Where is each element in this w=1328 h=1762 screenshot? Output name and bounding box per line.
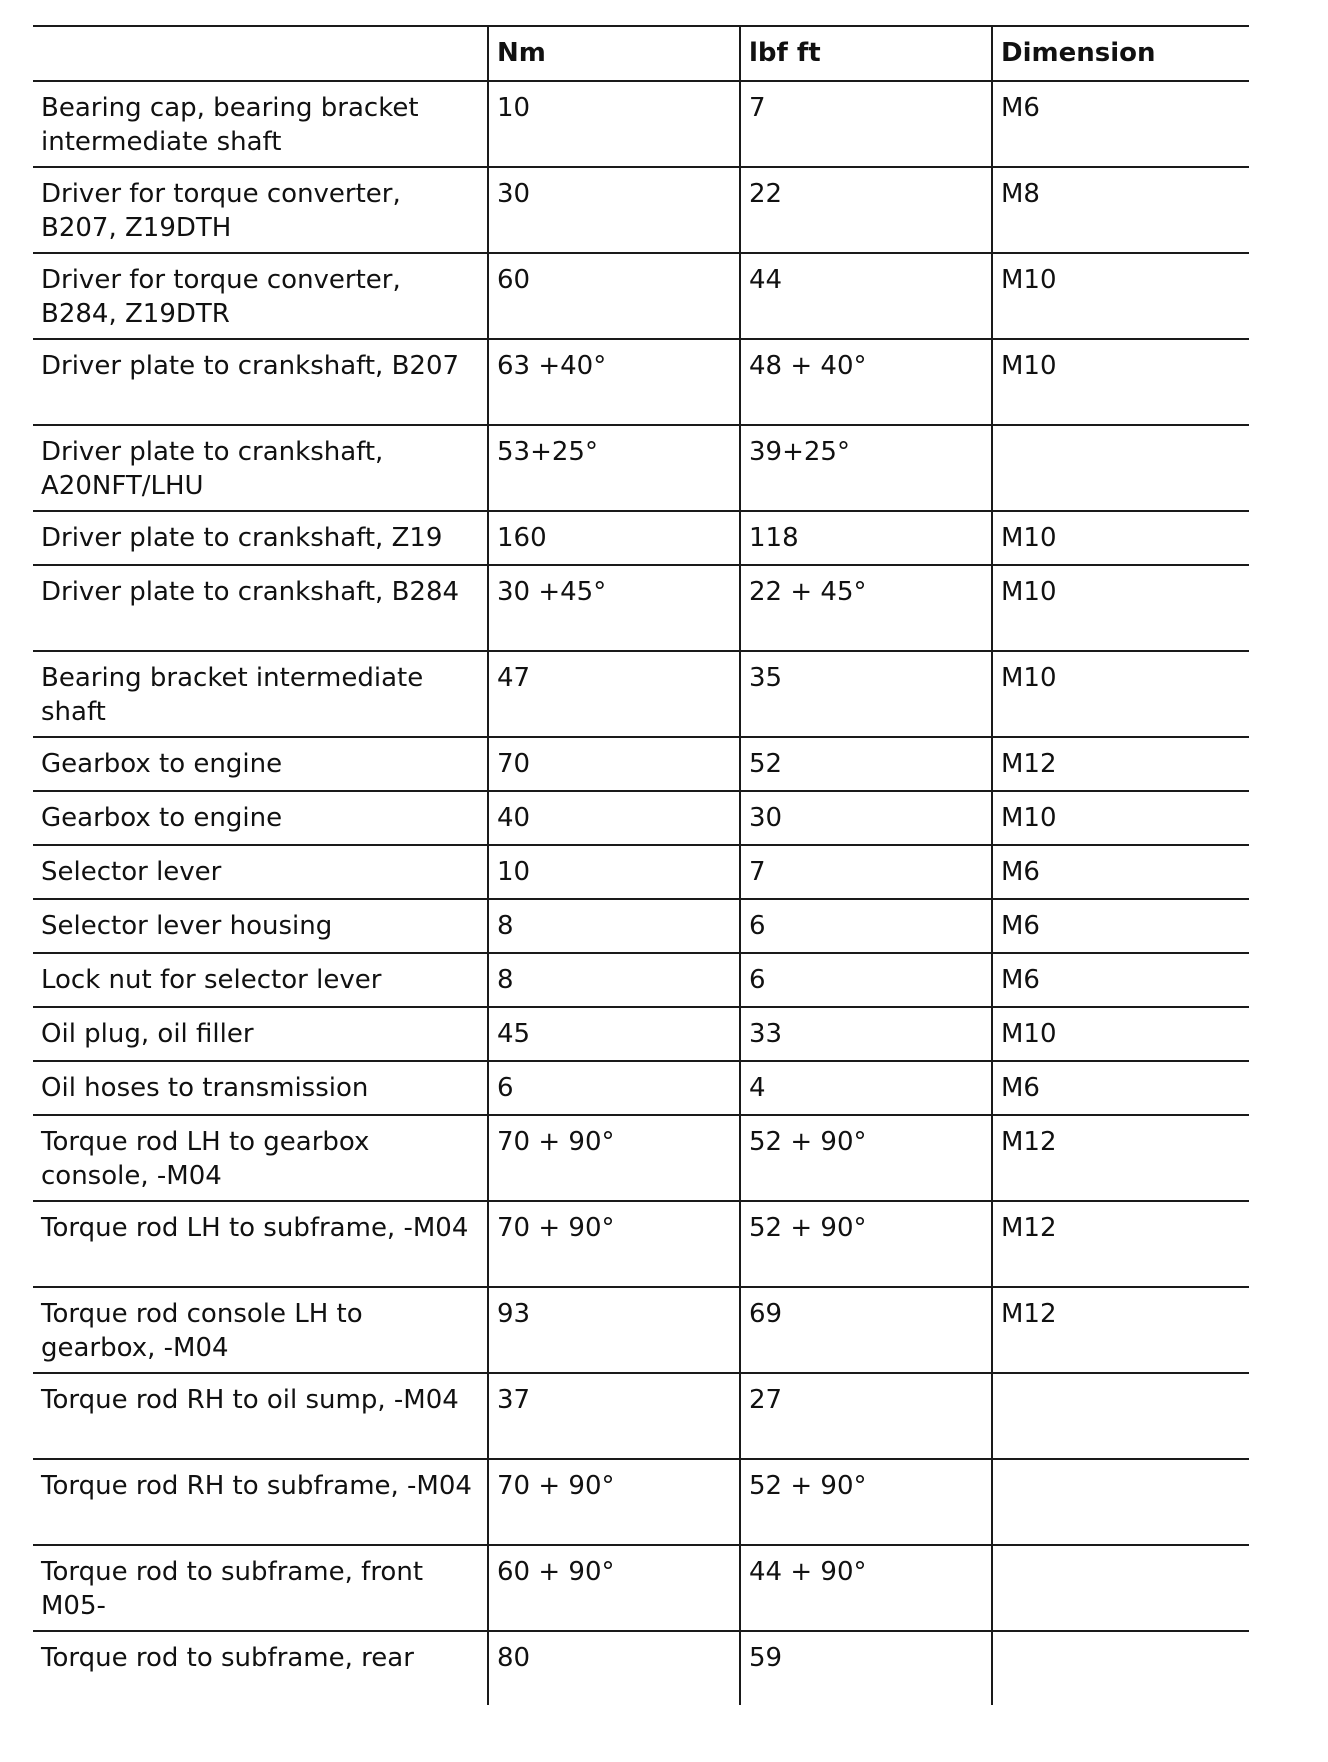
nm-cell: 70 + 90° [488,1115,740,1201]
dimension-cell: M6 [992,953,1249,1007]
lbf-ft-cell: 35 [740,651,992,737]
dimension-cell: M12 [992,1115,1249,1201]
table-row [33,1061,1249,1115]
component-cell: Torque rod to subframe, front M05- [33,1545,488,1631]
nm-cell: 6 [488,1061,740,1115]
table-row [33,511,1249,565]
header-nm: Nm [488,26,740,81]
nm-cell: 10 [488,81,740,167]
header-component [33,26,488,81]
dimension-cell [992,1373,1249,1459]
dimension-cell: M8 [992,167,1249,253]
dimension-cell: M10 [992,791,1249,845]
component-cell: Torque rod LH to subframe, -M04 [33,1201,488,1287]
header-lbf-ft: lbf ft [740,26,992,81]
component-cell: Selector lever [33,845,488,899]
nm-cell: 53+25° [488,425,740,511]
lbf-ft-cell: 48 + 40° [740,339,992,425]
dimension-cell: M6 [992,899,1249,953]
nm-cell: 8 [488,953,740,1007]
table-body [33,81,1249,1705]
nm-cell: 60 [488,253,740,339]
dimension-cell [992,1545,1249,1631]
nm-cell: 40 [488,791,740,845]
table-row [33,253,1249,339]
nm-cell: 93 [488,1287,740,1373]
dimension-cell: M6 [992,845,1249,899]
table-row [33,1459,1249,1545]
lbf-ft-cell: 118 [740,511,992,565]
table-row [33,81,1249,167]
nm-cell: 30 [488,167,740,253]
component-cell: Driver for torque converter, B284, Z19DTR [33,253,488,339]
nm-cell: 70 [488,737,740,791]
dimension-cell [992,1459,1249,1545]
lbf-ft-cell: 27 [740,1373,992,1459]
component-cell: Gearbox to engine [33,737,488,791]
lbf-ft-cell: 6 [740,953,992,1007]
component-cell: Bearing bracket intermediate shaft [33,651,488,737]
component-cell: Gearbox to engine [33,791,488,845]
nm-cell: 30 +45° [488,565,740,651]
nm-cell: 70 + 90° [488,1201,740,1287]
component-cell: Driver plate to crankshaft, A20NFT/LHU [33,425,488,511]
dimension-cell: M10 [992,511,1249,565]
table-row [33,565,1249,651]
lbf-ft-cell: 22 + 45° [740,565,992,651]
component-cell: Torque rod LH to gearbox console, -M04 [33,1115,488,1201]
table-row [33,791,1249,845]
table-row [33,1201,1249,1287]
table-row [33,1373,1249,1459]
component-cell: Driver plate to crankshaft, Z19 [33,511,488,565]
nm-cell: 160 [488,511,740,565]
nm-cell: 8 [488,899,740,953]
component-cell: Driver plate to crankshaft, B207 [33,339,488,425]
component-cell: Torque rod RH to oil sump, -M04 [33,1373,488,1459]
table-row [33,845,1249,899]
nm-cell: 70 + 90° [488,1459,740,1545]
lbf-ft-cell: 7 [740,81,992,167]
lbf-ft-cell: 52 + 90° [740,1201,992,1287]
table-row [33,425,1249,511]
table-row [33,953,1249,1007]
lbf-ft-cell: 59 [740,1631,992,1705]
lbf-ft-cell: 52 + 90° [740,1459,992,1545]
component-cell: Selector lever housing [33,899,488,953]
lbf-ft-cell: 7 [740,845,992,899]
nm-cell: 45 [488,1007,740,1061]
table-row [33,1287,1249,1373]
nm-cell: 47 [488,651,740,737]
lbf-ft-cell: 33 [740,1007,992,1061]
table-row [33,737,1249,791]
nm-cell: 63 +40° [488,339,740,425]
lbf-ft-cell: 30 [740,791,992,845]
table-row [33,167,1249,253]
dimension-cell: M6 [992,1061,1249,1115]
lbf-ft-cell: 22 [740,167,992,253]
dimension-cell: M10 [992,1007,1249,1061]
nm-cell: 10 [488,845,740,899]
dimension-cell: M6 [992,81,1249,167]
table-row [33,1115,1249,1201]
lbf-ft-cell: 52 [740,737,992,791]
component-cell: Driver for torque converter, B207, Z19DTH [33,167,488,253]
lbf-ft-cell: 4 [740,1061,992,1115]
lbf-ft-cell: 44 [740,253,992,339]
header-row [33,26,1249,81]
table-header [33,26,1249,81]
dimension-cell: M10 [992,565,1249,651]
dimension-cell: M10 [992,253,1249,339]
dimension-cell: M10 [992,651,1249,737]
table-row [33,651,1249,737]
component-cell: Torque rod RH to subframe, -M04 [33,1459,488,1545]
lbf-ft-cell: 69 [740,1287,992,1373]
lbf-ft-cell: 39+25° [740,425,992,511]
component-cell: Torque rod console LH to gearbox, -M04 [33,1287,488,1373]
nm-cell: 60 + 90° [488,1545,740,1631]
component-cell: Oil hoses to transmission [33,1061,488,1115]
component-cell: Torque rod to subframe, rear [33,1631,488,1705]
nm-cell: 37 [488,1373,740,1459]
dimension-cell: M10 [992,339,1249,425]
nm-cell: 80 [488,1631,740,1705]
component-cell: Oil plug, oil filler [33,1007,488,1061]
table-row [33,1545,1249,1631]
dimension-cell [992,425,1249,511]
lbf-ft-cell: 6 [740,899,992,953]
table-row [33,1007,1249,1061]
table-row [33,339,1249,425]
component-cell: Lock nut for selector lever [33,953,488,1007]
component-cell: Bearing cap, bearing bracket intermediate shaft [33,81,488,167]
torque-specification-table [33,25,1249,1705]
component-cell: Driver plate to crankshaft, B284 [33,565,488,651]
header-dimension: Dimension [992,26,1249,81]
dimension-cell: M12 [992,737,1249,791]
table-row [33,899,1249,953]
table-row [33,1631,1249,1705]
dimension-cell [992,1631,1249,1705]
lbf-ft-cell: 52 + 90° [740,1115,992,1201]
dimension-cell: M12 [992,1287,1249,1373]
lbf-ft-cell: 44 + 90° [740,1545,992,1631]
dimension-cell: M12 [992,1201,1249,1287]
